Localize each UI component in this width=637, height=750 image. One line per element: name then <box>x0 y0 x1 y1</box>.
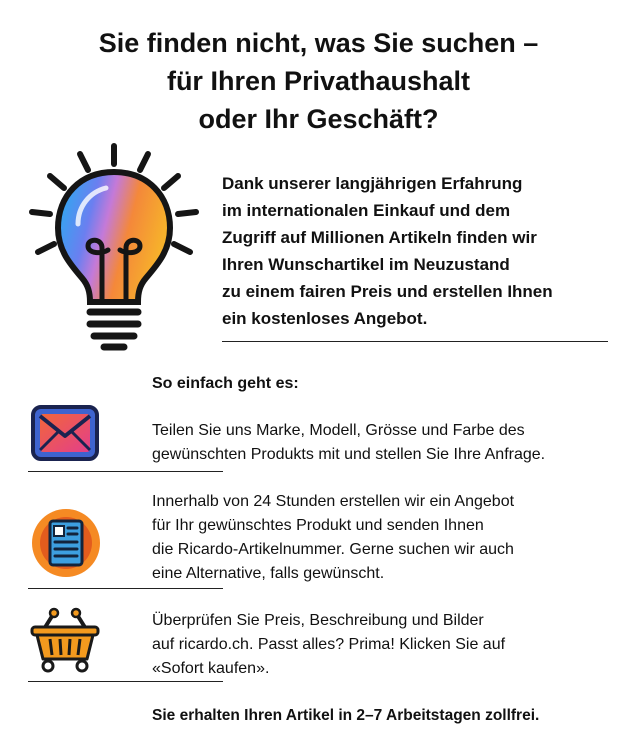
intro-divider <box>222 341 608 342</box>
howto-heading: So einfach geht es: <box>152 375 299 392</box>
title-line: Sie finden nicht, was Sie suchen – <box>98 28 539 58</box>
document-icon <box>30 507 102 579</box>
step-line: auf ricardo.ch. Passt alles? Prima! Klicken Sie auf <box>152 636 506 653</box>
intro-line: Zugriff auf Millionen Artikeln finden wir <box>222 228 537 247</box>
title-line: für Ihren Privathaushalt <box>166 66 471 96</box>
envelope-icon <box>30 404 100 462</box>
step-line: Innerhalb von 24 Stunden erstellen wir ein Angebot <box>152 493 515 510</box>
step-line: gewünschten Produkts mit und stellen Sie Ihre Anfrage. <box>152 446 546 463</box>
step-line: die Ricardo-Artikelnummer. Gerne suchen wir auch <box>152 541 514 558</box>
step-2-text <box>152 490 514 586</box>
intro-line: zu einem fairen Preis und erstellen Ihnen <box>222 282 553 301</box>
intro-line: Dank unserer langjährigen Erfahrung <box>222 174 523 193</box>
step-1-divider <box>28 471 223 472</box>
lightbulb-icon <box>28 142 200 352</box>
step-2-divider <box>28 588 223 589</box>
step-line: Teilen Sie uns Marke, Modell, Grösse und Farbe des <box>152 422 525 439</box>
step-line: eine Alternative, falls gewünscht. <box>152 565 385 582</box>
shopping-basket-icon <box>28 607 102 673</box>
step-line: für Ihr gewünschtes Produkt und senden Ihnen <box>152 517 484 534</box>
intro-line: im internationalen Einkauf und dem <box>222 201 511 220</box>
intro-text <box>222 170 622 332</box>
closing-note: Sie erhalten Ihren Artikel in 2–7 Arbeitstagen zollfrei. <box>152 707 540 724</box>
step-1-text <box>152 419 545 467</box>
step-3-text <box>152 609 505 681</box>
page-title <box>20 24 617 138</box>
step-line: Überprüfen Sie Preis, Beschreibung und Bilder <box>152 612 484 629</box>
intro-line: ein kostenloses Angebot. <box>222 309 428 328</box>
intro-line: Ihren Wunschartikel im Neuzustand <box>222 255 510 274</box>
step-3-divider <box>28 681 223 682</box>
step-line: «Sofort kaufen». <box>152 660 270 677</box>
title-line: oder Ihr Geschäft? <box>198 104 439 134</box>
